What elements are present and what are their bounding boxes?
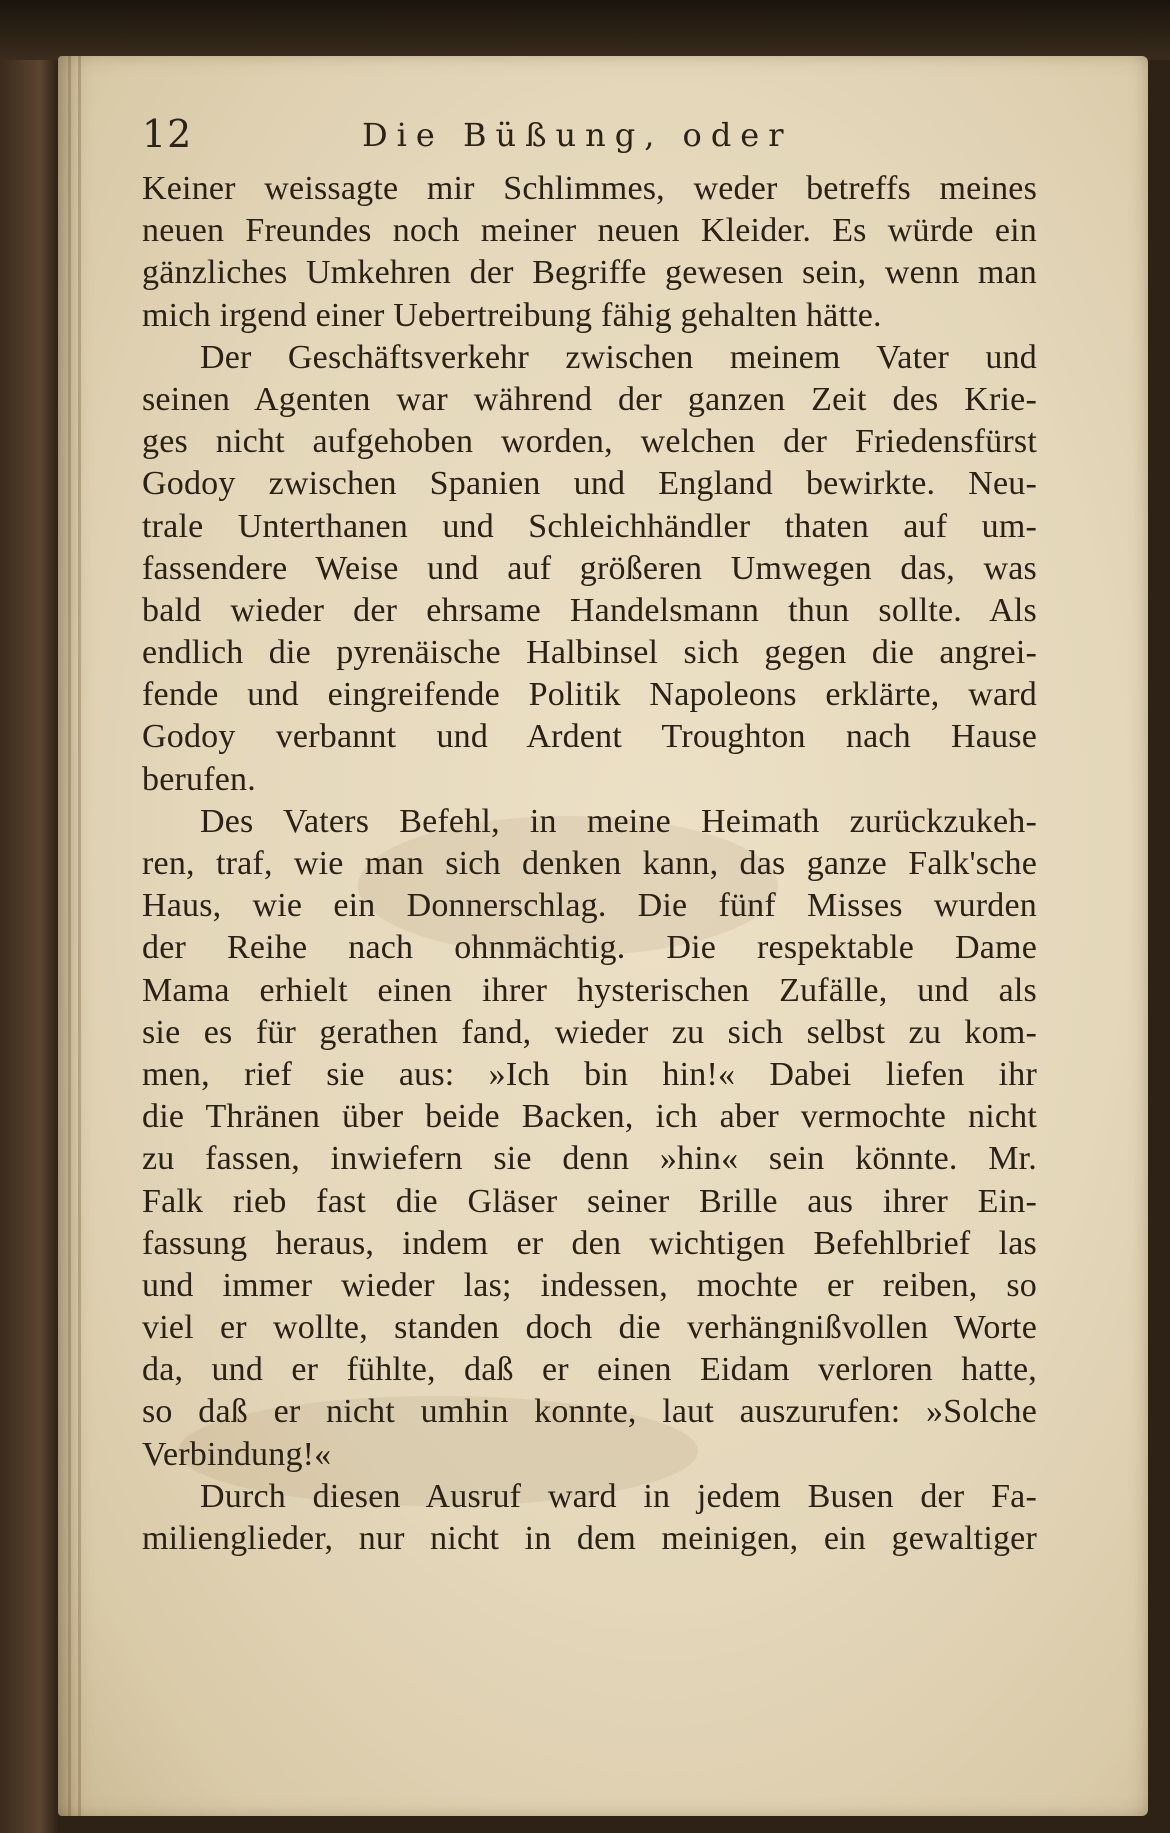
text-line: men, rief sie aus: »Ich bin hin!« Dabei liefen ihr <box>142 1055 1037 1093</box>
running-title: Die Büßung, oder <box>362 116 793 154</box>
text-line: Godoy verbannt und Ardent Troughton nach Hause <box>142 718 1037 756</box>
page-edge-line <box>68 56 71 1816</box>
text-line: neuen Freundes noch meiner neuen Kleider. Es würde ein <box>142 212 1037 250</box>
text-line: seinen Agenten war während der ganzen Zeit des Krie- <box>142 380 1037 418</box>
text-line: so daß er nicht umhin konnte, laut auszurufen: »Solche <box>142 1393 1037 1431</box>
text-line: Haus, wie ein Donnerschlag. Die fünf Misses wurden <box>142 887 1037 925</box>
text-line: Mama erhielt einen ihrer hysterischen Zufälle, und als <box>142 971 1037 1009</box>
text-line: Keiner weissagte mir Schlimmes, weder betreffs meines <box>142 170 1037 207</box>
text-line: da, und er fühlte, daß er einen Eidam verloren hatte, <box>142 1351 1037 1389</box>
text-line: viel er wollte, standen doch die verhängnißvollen Worte <box>142 1309 1037 1347</box>
text-line: und immer wieder las; indessen, mochte er reiben, so <box>142 1266 1037 1304</box>
text-line: fende und eingreifende Politik Napoleons erklärte, ward <box>142 676 1037 714</box>
page-number: 12 <box>142 112 193 156</box>
body-text <box>142 168 1037 1560</box>
paragraph-start-line: Des Vaters Befehl, in meine Heimath zurückzukeh- <box>200 802 1037 840</box>
text-line: Verbindung!« <box>142 1435 332 1473</box>
paragraph-start-line: Der Geschäftsverkehr zwischen meinem Vater und <box>200 338 1037 376</box>
text-line: endlich die pyrenäische Halbinsel sich gegen die angrei- <box>142 634 1037 672</box>
text-line: gänzliches Umkehren der Begriffe gewesen sein, wenn man <box>142 254 1037 292</box>
text-line: ren, traf, wie man sich denken kann, das ganze Falk'sche <box>142 845 1037 882</box>
text-line: fassung heraus, indem er den wichtigen Befehlbrief las <box>142 1224 1037 1262</box>
text-line: Falk rieb fast die Gläser seiner Brille aus ihrer Ein- <box>142 1182 1037 1220</box>
text-line: der Reihe nach ohnmächtig. Die respektable Dame <box>142 929 1037 967</box>
text-line: zu fassen, inwiefern sie denn »hin« sein könnte. Mr. <box>142 1140 1037 1178</box>
text-line: milienglieder, nur nicht in dem meinigen, ein gewaltiger <box>142 1520 1037 1557</box>
text-line: berufen. <box>142 760 256 798</box>
text-line: mich irgend einer Uebertreibung fähig gehalten hätte. <box>142 296 882 334</box>
text-line: ges nicht aufgehoben worden, welchen der Friedensfürst <box>142 423 1037 461</box>
text-line: bald wieder der ehrsame Handelsmann thun sollte. Als <box>142 591 1037 629</box>
text-line: sie es für gerathen fand, wieder zu sich selbst zu kom- <box>142 1013 1037 1051</box>
text-line: die Thränen über beide Backen, ich aber vermochte nicht <box>142 1098 1037 1136</box>
text-line: Godoy zwischen Spanien und England bewirkte. Neu- <box>142 465 1037 503</box>
text-line: trale Unterthanen und Schleichhändler thaten auf um- <box>142 507 1037 545</box>
paragraph-start-line: Durch diesen Ausruf ward in jedem Busen der Fa- <box>200 1477 1037 1515</box>
page-header <box>142 112 1042 162</box>
page-edge-line <box>78 56 81 1816</box>
book-cover-top <box>0 0 1170 60</box>
text-line: fassendere Weise und auf größeren Umwegen das, was <box>142 549 1037 587</box>
